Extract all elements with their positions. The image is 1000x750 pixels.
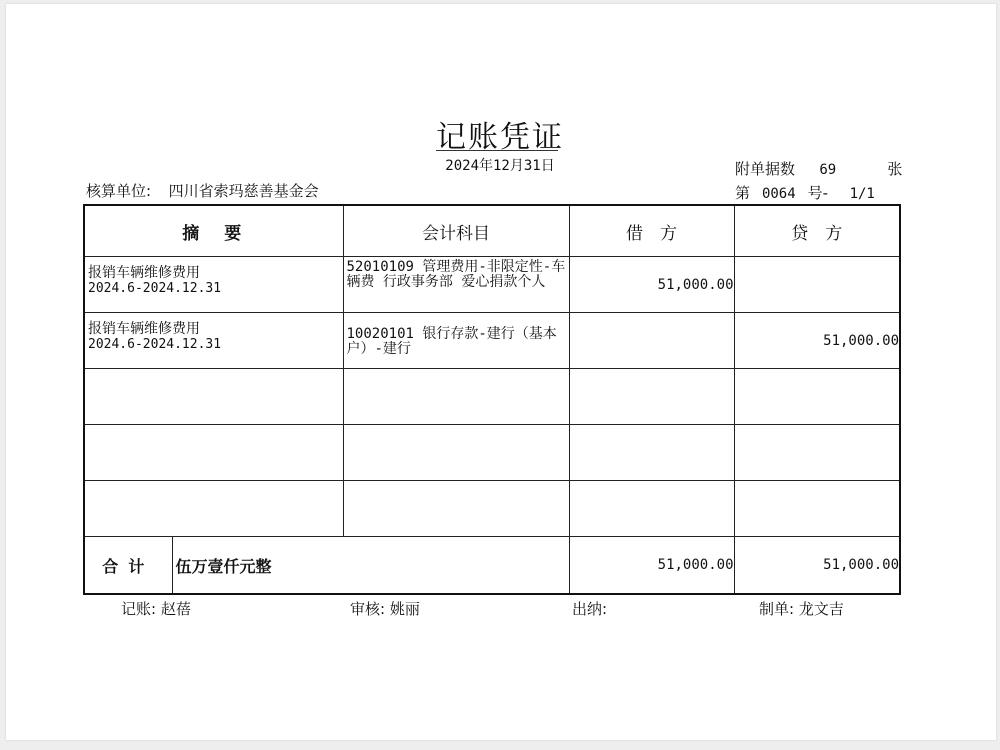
table-header-row [84,205,900,257]
credit-amount [734,257,900,313]
voucher-number [735,182,875,203]
number-suffix: 号- [807,184,828,202]
number-prefix: 第 [735,184,751,202]
header-account: 会计科目 [343,205,569,257]
attach-count: 69 [819,162,837,178]
table-row [84,313,900,369]
account-cell [343,313,569,369]
maker-signature [759,598,844,619]
account-cell [343,257,569,313]
maker-name: 龙文吉 [798,600,844,618]
table-row-empty [84,481,900,537]
unit-name: 四川省索玛慈善基金会 [168,182,319,200]
table-row [84,257,900,313]
number-value: 0064 [761,186,796,202]
summary-text: 报销车辆维修费用 [88,265,200,281]
cashier-signature [572,598,607,619]
total-row [84,537,900,595]
debit-amount [569,313,734,369]
total-amount-words: 伍万壹仟元整 [172,537,569,595]
total-debit: 51,000.00 [569,537,734,595]
table-row-empty [84,425,900,481]
auditor-name: 姚丽 [389,600,420,618]
summary-cell [84,313,343,369]
total-credit: 51,000.00 [734,537,900,595]
cashier-label: 出纳: [572,600,608,618]
account-text: 52010109 管理费用-非限定性-车辆费 行政事务部 爱心捐款个人 [346,259,566,290]
accounting-unit [86,180,319,201]
summary-cell [84,257,343,313]
credit-amount: 51,000.00 [734,313,900,369]
header-debit: 借 方 [569,205,734,257]
table-row-empty [84,369,900,425]
bookkeeper-name: 赵蓓 [160,600,191,618]
summary-text: 报销车辆维修费用 [88,321,200,337]
summary-period: 2024.6-2024.12.31 [88,281,222,296]
debit-amount: 51,000.00 [569,257,734,313]
unit-label: 核算单位: [86,182,152,200]
total-label: 合计 [84,537,172,595]
bookkeeper-label: 记账: [121,600,157,618]
attach-label: 附单据数 [735,160,796,178]
account-text: 10020101 银行存款-建行（基本户）-建行 [346,326,557,357]
attach-unit: 张 [887,160,903,178]
page-indicator: 1/1 [849,186,875,202]
summary-period: 2024.6-2024.12.31 [88,337,222,352]
bookkeeper-signature [121,598,191,619]
voucher-title: 记账凭证 [436,120,564,155]
header-summary: 摘 要 [84,205,343,257]
header-credit: 贷 方 [734,205,900,257]
attachments-count [735,158,902,179]
voucher-date: 2024年12月31日 [445,158,555,174]
title-underline [436,150,558,151]
auditor-signature [350,598,420,619]
voucher-table [83,204,901,595]
maker-label: 制单: [759,600,795,618]
auditor-label: 审核: [350,600,386,618]
